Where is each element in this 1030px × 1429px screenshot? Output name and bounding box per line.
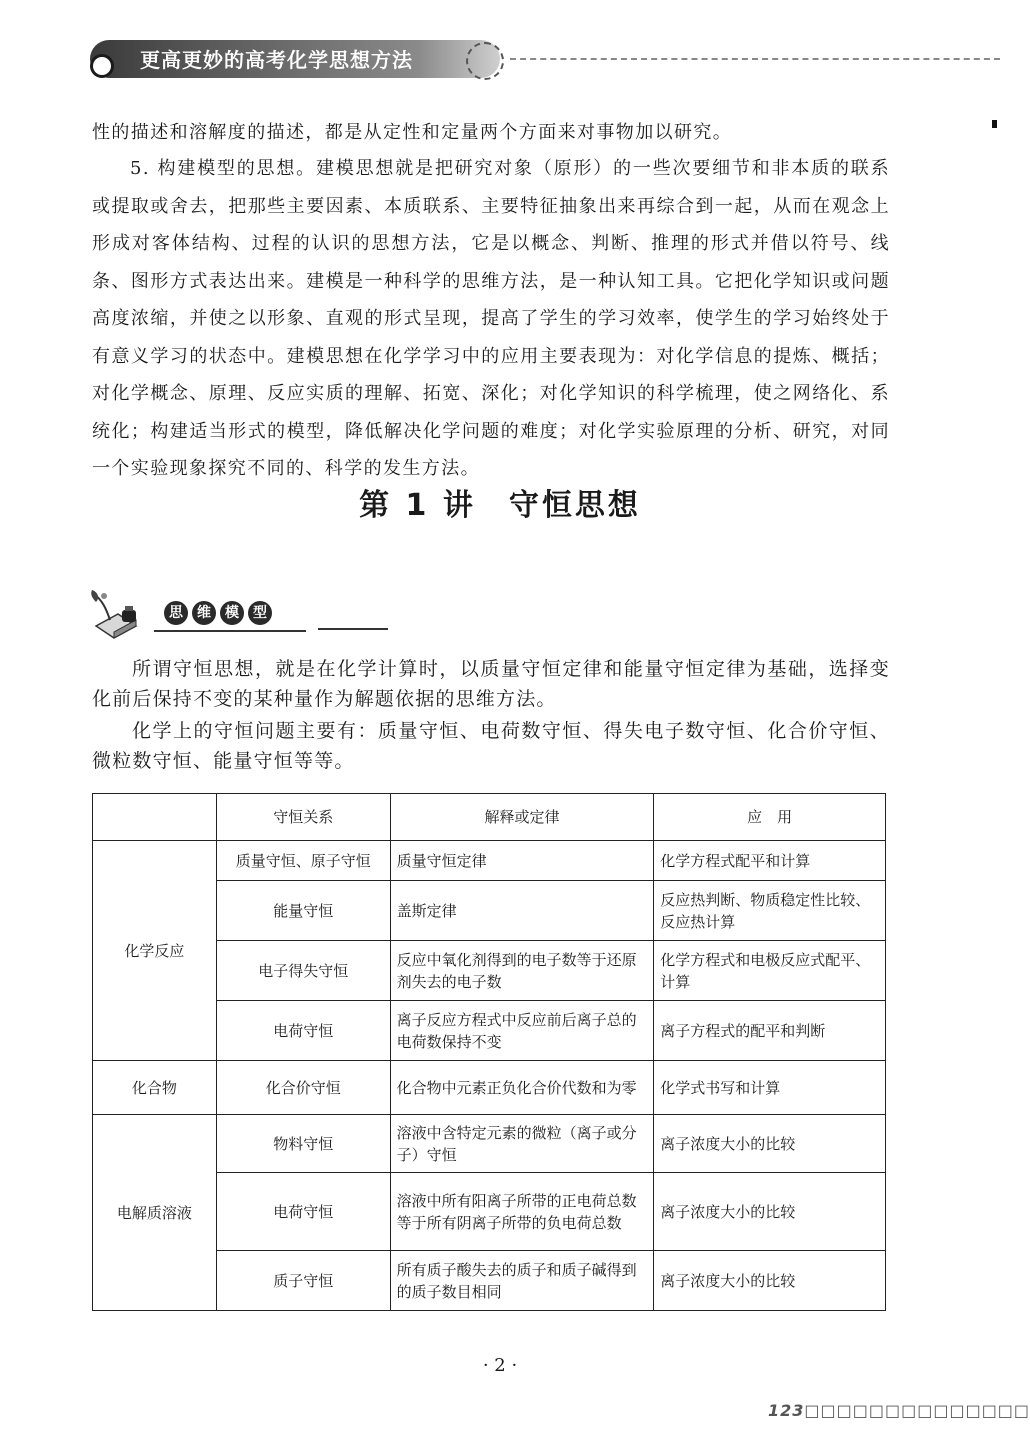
header-cell-law: 解释或定律 <box>390 794 654 841</box>
margin-mark <box>992 120 997 128</box>
page-number: · 2 · <box>482 1355 518 1376</box>
relation-cell: 电荷守恒 <box>216 1173 390 1251</box>
relation-cell: 质量守恒、原子守恒 <box>216 841 390 881</box>
header-cell-category <box>93 794 217 841</box>
section-label-char: 型 <box>248 601 272 625</box>
application-cell: 反应热判断、物质稳定性比较、反应热计算 <box>654 881 886 941</box>
section-label-char: 维 <box>192 601 216 625</box>
category-cell: 化合物 <box>93 1061 217 1115</box>
watermark: 123□□□□□□□□□□□□□□ <box>768 1401 1030 1420</box>
section-header <box>88 586 318 642</box>
application-cell: 化学方程式配平和计算 <box>654 841 886 881</box>
header-rule <box>510 58 1000 60</box>
relation-cell: 电荷守恒 <box>216 1001 390 1061</box>
lecture-title: 第 1 讲 守恒思想 <box>359 488 641 523</box>
law-cell: 化合物中元素正负化合价代数和为零 <box>390 1061 654 1115</box>
law-cell: 溶液中含特定元素的微粒（离子或分子）守恒 <box>390 1115 654 1173</box>
paragraph-definition: 所谓守恒思想，就是在化学计算时，以质量守恒定律和能量守恒定律为基础，选择变化前后保持不变的某种量作为解题依据的思维方法。 <box>92 658 890 710</box>
section-label-char: 思 <box>164 601 188 625</box>
relation-cell: 电子得失守恒 <box>216 941 390 1001</box>
book-title: 更高更妙的高考化学思想方法 <box>140 48 413 72</box>
application-cell: 离子浓度大小的比较 <box>654 1173 886 1251</box>
pen-and-inkpot-icon <box>88 586 154 642</box>
paragraph-modeling: 5. 构建模型的思想。建模思想就是把研究对象（原形）的一些次要细节和非本质的联系或提取或舍去，把那些主要因素、本质联系、主要特征抽象出来再综合到一起，从而在观念上形成对客体结构、过程的认识的思想方法，它是以概念、判断、推理的形式并借以符号、线条、图形方式表达出来。建模是一种科学的思维方法，是一种认知工具。它把化学知识或问题高度浓缩，并使之以形象、直观的形式呈现，提高了学生的学习效率，使学生的学习始终处于有意义学习的状态中。建模思想在化学学习中的应用主要表现为：对化学信息的提炼、概括；对化学概念、原理、反应实质的理解、拓宽、深化；对化学知识的科学梳理，使之网络化、系统化；构建适当形式的模型，降低解决化学问题的难度；对化学实验原理的分析、研究，对同一个实验现象探究不同的、科学的发生方法。 <box>92 158 890 479</box>
section-label-char: 模 <box>220 601 244 625</box>
relation-cell: 质子守恒 <box>216 1251 390 1311</box>
relation-cell: 能量守恒 <box>216 881 390 941</box>
application-cell: 化学式书写和计算 <box>654 1061 886 1115</box>
application-cell: 离子浓度大小的比较 <box>654 1251 886 1311</box>
paragraph-types: 化学上的守恒问题主要有：质量守恒、电荷数守恒、得失电子数守恒、化合价守恒、微粒数守恒、能量守恒等等。 <box>92 720 890 772</box>
relation-cell: 物料守恒 <box>216 1115 390 1173</box>
law-cell: 反应中氧化剂得到的电子数等于还原剂失去的电子数 <box>390 941 654 1001</box>
table-row <box>93 841 886 881</box>
section-label <box>154 596 306 632</box>
table-row <box>93 1115 886 1173</box>
table-row <box>93 1061 886 1115</box>
law-cell: 质量守恒定律 <box>390 841 654 881</box>
paragraph-continued: 性的描述和溶解度的描述，都是从定性和定量两个方面来对事物加以研究。 <box>92 122 733 143</box>
table <box>92 793 886 1311</box>
section-underline <box>318 628 388 630</box>
header-cell-relation: 守恒关系 <box>216 794 390 841</box>
application-cell: 离子浓度大小的比较 <box>654 1115 886 1173</box>
table-header-row <box>93 794 886 841</box>
relation-cell: 化合价守恒 <box>216 1061 390 1115</box>
conservation-table <box>92 793 886 1311</box>
application-cell: 离子方程式的配平和判断 <box>654 1001 886 1061</box>
category-cell: 电解质溶液 <box>93 1115 217 1311</box>
bullet-circle-icon <box>90 54 114 78</box>
law-cell: 离子反应方程式中反应前后离子总的电荷数保持不变 <box>390 1001 654 1061</box>
category-cell: 化学反应 <box>93 841 217 1061</box>
law-cell: 溶液中所有阳离子所带的正电荷总数等于所有阴离子所带的负电荷总数 <box>390 1173 654 1251</box>
header-cell-application: 应 用 <box>654 794 886 841</box>
running-header <box>80 36 1000 86</box>
law-cell: 所有质子酸失去的质子和质子碱得到的质子数目相同 <box>390 1251 654 1311</box>
law-cell: 盖斯定律 <box>390 881 654 941</box>
application-cell: 化学方程式和电极反应式配平、计算 <box>654 941 886 1001</box>
swirl-ornament-icon <box>466 42 504 80</box>
